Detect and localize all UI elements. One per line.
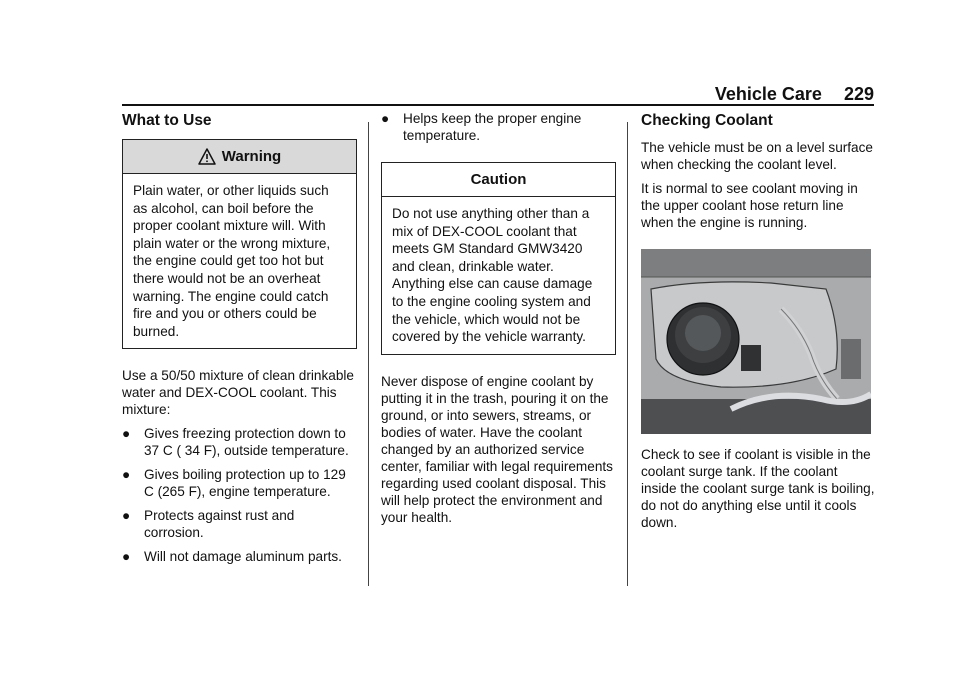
list-item-text: Protects against rust and corrosion. xyxy=(144,508,295,541)
list-item xyxy=(122,548,357,565)
page-number: 229 xyxy=(843,84,874,104)
caution-text: Do not use anything other than a mix of DEX-COOL coolant that meets GM Standard GMW3420 and clean, drinkable water. Anything else can cause damage to the engine cooling system and the vehicle, which would not be covered by the vehicle warranty. xyxy=(392,206,593,345)
heading-what-to-use: What to Use xyxy=(122,112,212,129)
coolant-surge-tank-photo xyxy=(641,249,871,434)
bullet-mark: ● xyxy=(122,426,131,442)
check-coolant-paragraph: Check to see if coolant is visible in the coolant surge tank. If the coolant inside the coolant surge tank is boiling, do not do anything else until it cools down. xyxy=(641,447,875,530)
list-item xyxy=(122,507,357,541)
level-surface-paragraph: The vehicle must be on a level surface when checking the coolant level. xyxy=(641,140,873,172)
column-3 xyxy=(641,110,876,538)
warning-title-bar xyxy=(123,140,356,174)
column-divider xyxy=(368,122,369,586)
mixture-intro: Use a 50/50 mixture of clean drinkable water and DEX-COOL coolant. This mixture: xyxy=(122,368,354,418)
section-title: Vehicle Care xyxy=(714,84,822,104)
coolant-moving-paragraph: It is normal to see coolant moving in the upper coolant hose return line when the engine is running. xyxy=(641,181,858,230)
heading-checking-coolant: Checking Coolant xyxy=(641,112,773,129)
list-item-text: Gives boiling protection up to 129 C (265 F), engine temperature. xyxy=(144,467,346,500)
list-item-text: Helps keep the proper engine temperature. xyxy=(403,111,582,143)
bullet-mark: ● xyxy=(122,549,131,565)
list-item-text: Will not damage aluminum parts. xyxy=(144,549,342,565)
warning-triangle-icon xyxy=(198,148,216,165)
column-2 xyxy=(381,110,616,533)
disposal-paragraph: Never dispose of engine coolant by putting it in the trash, pouring it on the ground, or into sewers, streams, or bodies of water. Have the coolant changed by an authorized service center, familiar with legal requirements regarding used coolant disposal. This will help protect the environment and your health. xyxy=(381,373,613,525)
bullet-mark: ● xyxy=(122,467,131,483)
page-header xyxy=(715,84,874,105)
list-item xyxy=(381,110,616,144)
column-1 xyxy=(122,110,357,572)
warning-title: Warning xyxy=(221,148,282,165)
list-item xyxy=(122,425,357,459)
list-item-text: Gives freezing protection down to 37 C ( 34 F), outside temperature. xyxy=(144,426,349,459)
column-divider xyxy=(627,122,628,586)
header-rule xyxy=(122,104,874,106)
warning-box xyxy=(122,139,357,349)
list-item xyxy=(122,466,357,500)
caution-title: Caution xyxy=(382,163,615,197)
caution-box xyxy=(381,162,616,355)
bullet-mark: ● xyxy=(381,111,390,126)
warning-text: Plain water, or other liquids such as alcohol, can boil before the proper coolant mixture will. With plain water or the wrong mixture, the engine could get too hot but there would not be an overheat warning. The engine could catch fire and you or others could be burned. xyxy=(133,183,331,339)
bullet-mark: ● xyxy=(122,508,131,524)
